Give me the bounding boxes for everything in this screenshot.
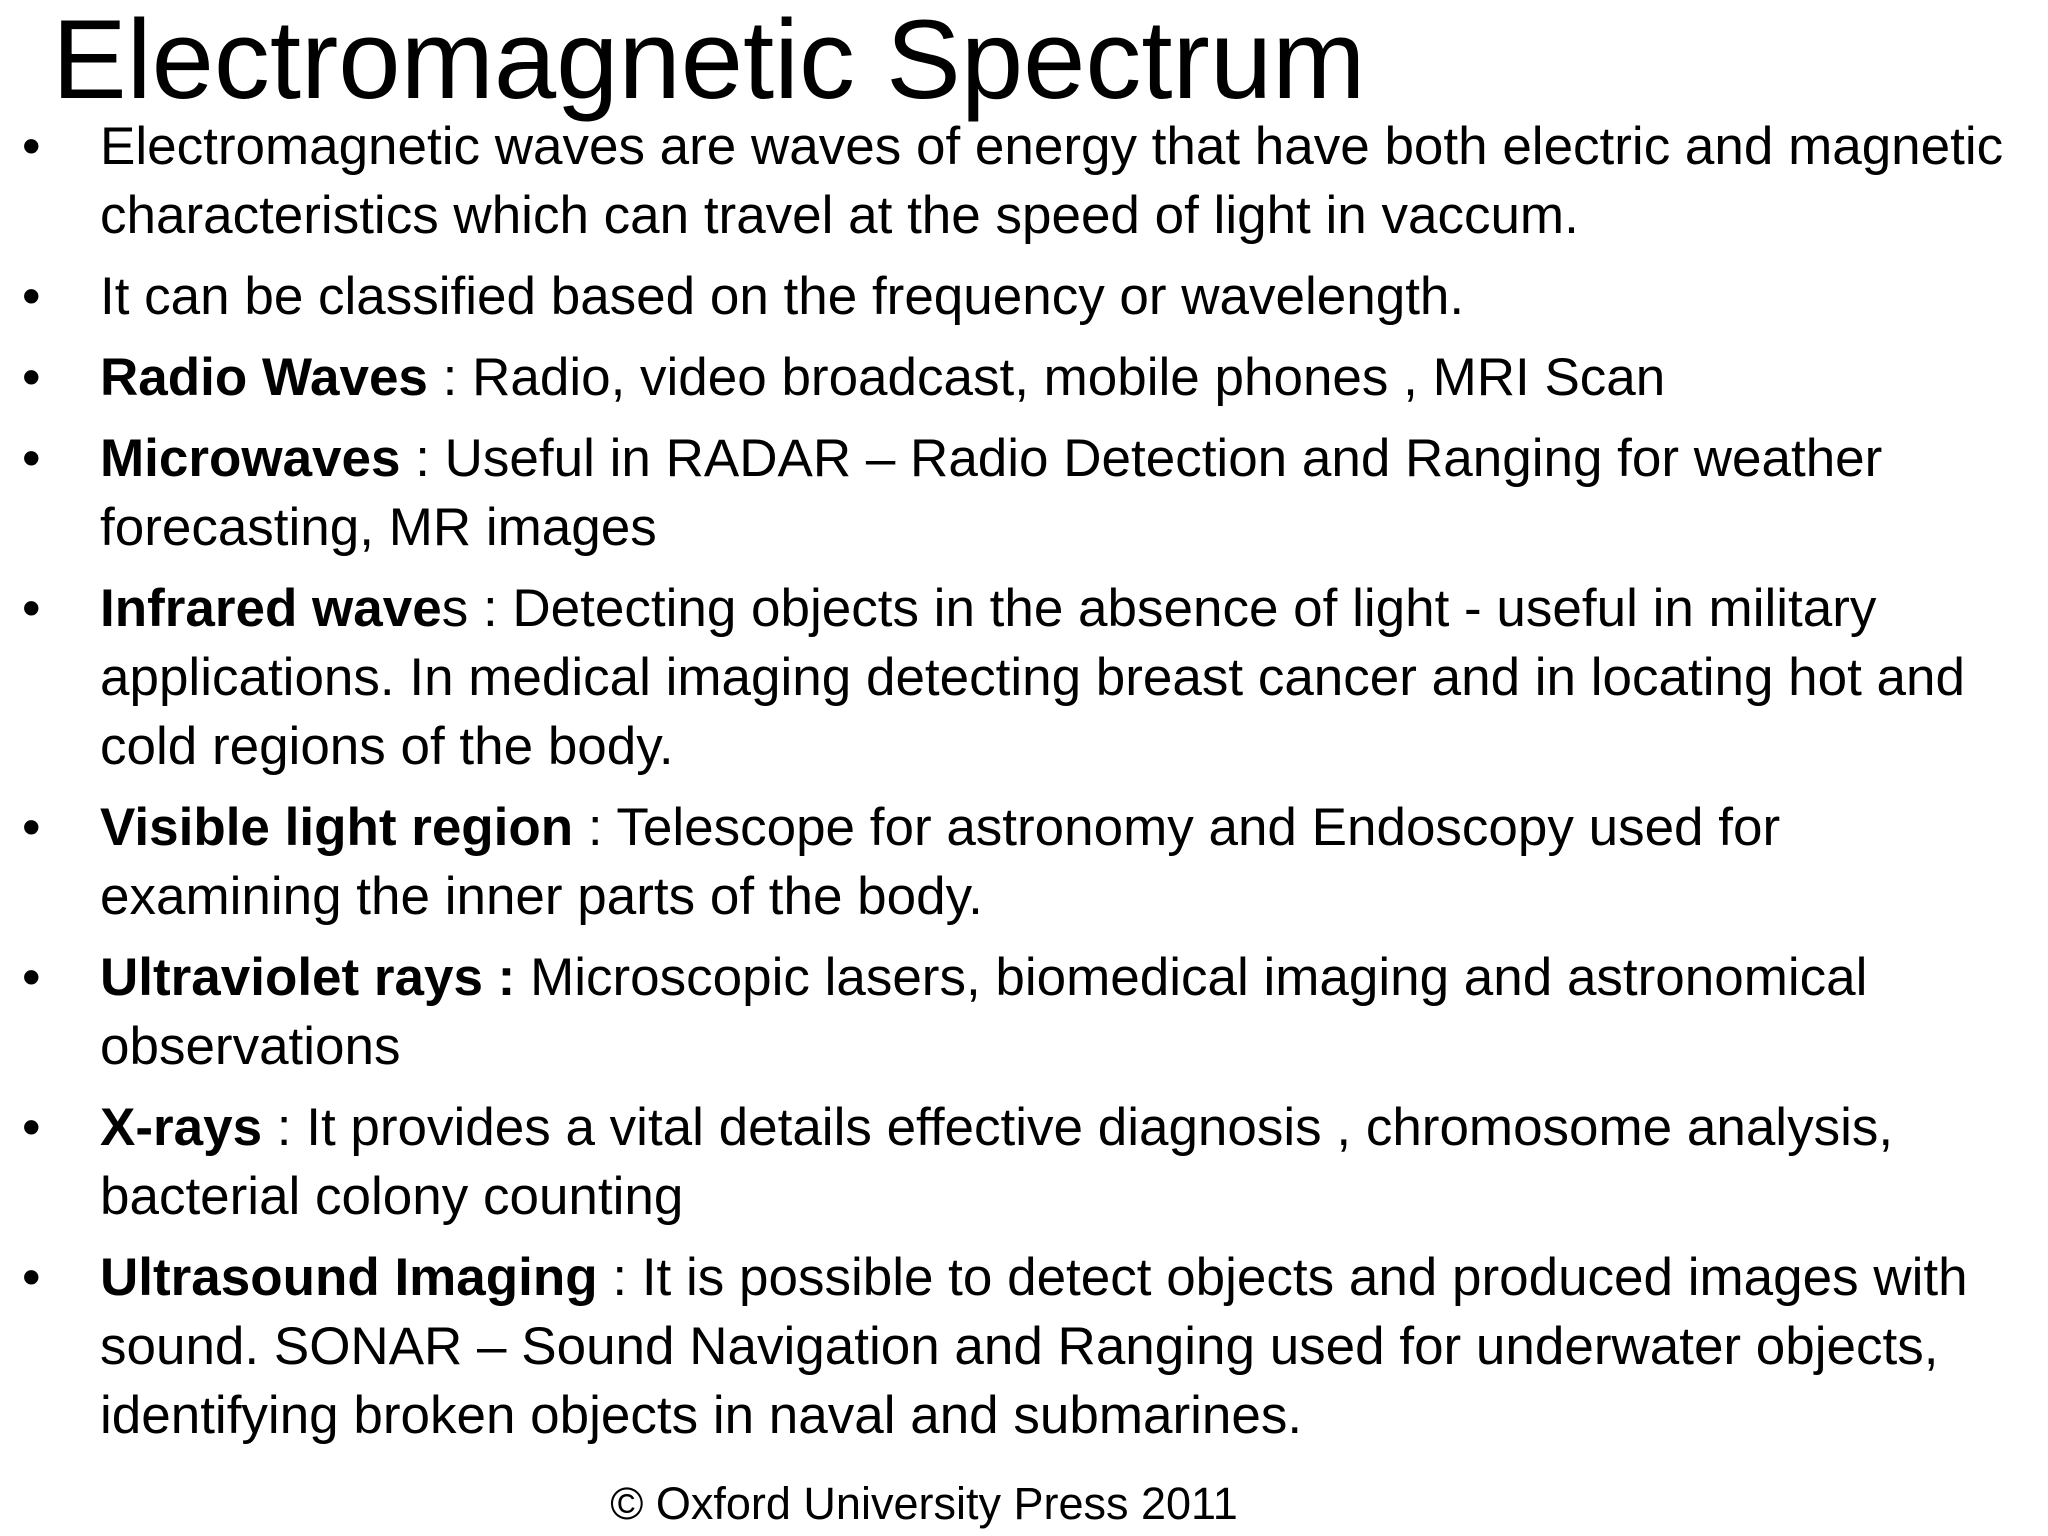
bullet-term: Infrared wave bbox=[100, 579, 442, 638]
bullet-text: : Telescope for astronomy and Endoscopy used for examining the inner parts of the body. bbox=[100, 798, 1781, 926]
bullet-item bbox=[0, 262, 2048, 331]
bullet-item bbox=[0, 943, 2048, 1081]
bullet-term: Ultrasound Imaging bbox=[100, 1248, 598, 1307]
bullet-text: : It provides a vital details effective diagnosis , chromosome analysis, bacterial colony counting bbox=[100, 1098, 1894, 1226]
bullet-text: : It is possible to detect objects and produced images with sound. SONAR – Sound Navigation and Ranging used for underwater objects, identifying broken objects in naval and submarines. bbox=[100, 1248, 1968, 1445]
bullet-term: Microwaves bbox=[100, 429, 401, 488]
bullet-dot-icon: • bbox=[22, 579, 41, 638]
bullet-text: : Useful in RADAR – Radio Detection and Ranging for weather forecasting, MR images bbox=[100, 429, 1883, 557]
bullet-term: Visible light region bbox=[100, 798, 574, 857]
slide-title: Electromagnetic Spectrum bbox=[52, 0, 1366, 122]
bullet-list bbox=[0, 112, 2048, 1462]
bullet-text: Electromagnetic waves are waves of energy that have both electric and magnetic characteristics which can travel at the speed of light in vaccum. bbox=[100, 117, 2004, 245]
bullet-text: : Radio, video broadcast, mobile phones , MRI Scan bbox=[427, 348, 1666, 407]
bullet-item bbox=[0, 424, 2048, 562]
bullet-term: Ultraviolet rays : bbox=[100, 948, 516, 1007]
bullet-text: Microscopic lasers, biomedical imaging and astronomical observations bbox=[100, 948, 1868, 1076]
bullet-dot-icon: • bbox=[22, 348, 41, 407]
bullet-item bbox=[0, 1093, 2048, 1231]
bullet-term: Radio Waves bbox=[100, 348, 428, 407]
bullet-item bbox=[0, 1243, 2048, 1450]
bullet-text: s : Detecting objects in the absence of light - useful in military applications. In medical imaging detecting breast cancer and in locating hot and cold regions of the body. bbox=[100, 579, 1965, 776]
bullet-item bbox=[0, 112, 2048, 250]
bullet-text: It can be classified based on the frequency or wavelength. bbox=[100, 267, 1465, 326]
bullet-dot-icon: • bbox=[22, 267, 41, 326]
bullet-item bbox=[0, 574, 2048, 781]
bullet-dot-icon: • bbox=[22, 117, 41, 176]
bullet-term: X-rays bbox=[100, 1098, 263, 1157]
bullet-dot-icon: • bbox=[22, 1248, 41, 1307]
bullet-dot-icon: • bbox=[22, 1098, 41, 1157]
copyright-footer: © Oxford University Press 2011 bbox=[610, 1478, 1238, 1529]
bullet-item bbox=[0, 793, 2048, 931]
bullet-dot-icon: • bbox=[22, 429, 41, 488]
bullet-dot-icon: • bbox=[22, 798, 41, 857]
bullet-dot-icon: • bbox=[22, 948, 41, 1007]
bullet-item bbox=[0, 343, 2048, 412]
